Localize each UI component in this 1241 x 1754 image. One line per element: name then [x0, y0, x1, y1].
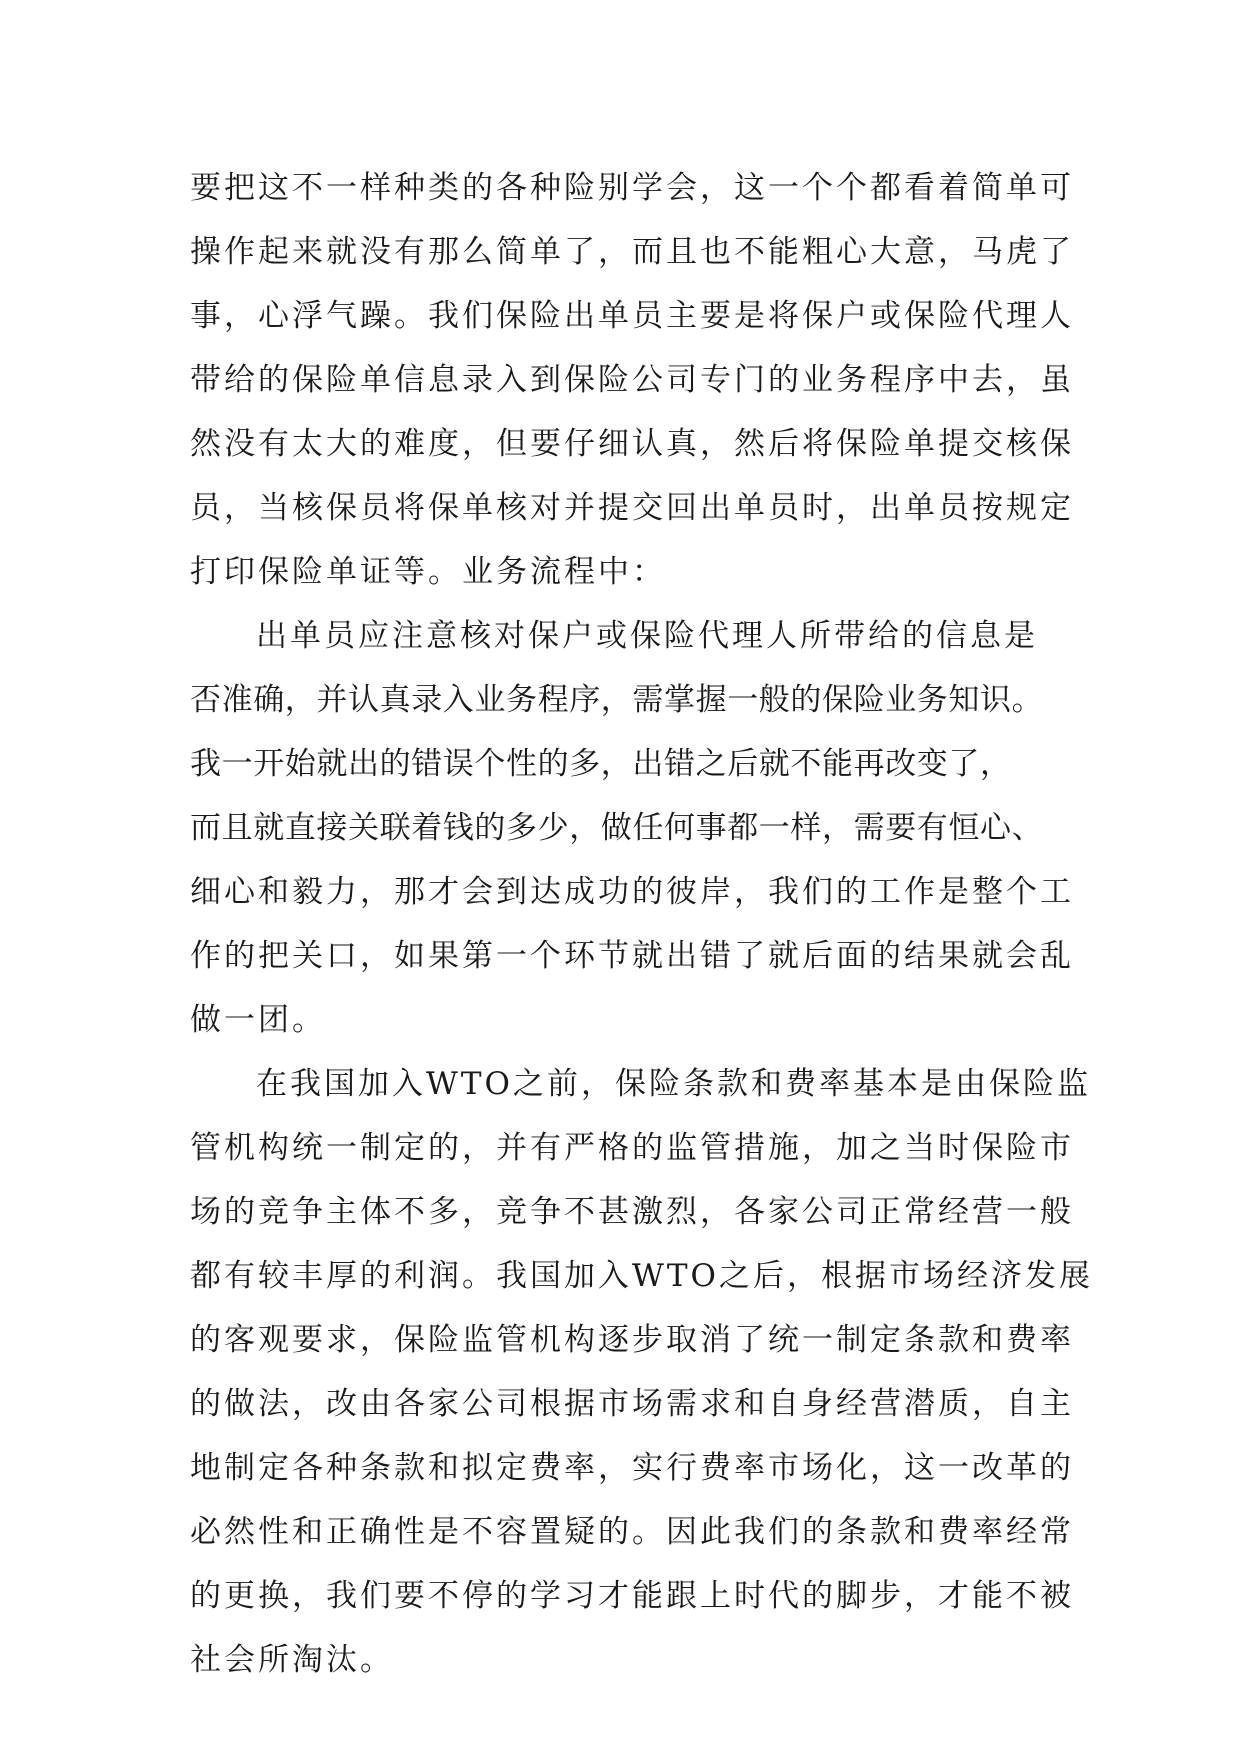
- paragraph-3: [190, 1052, 1093, 1692]
- text-line: 而且就直接关联着钱的多少，做任何事都一样，需要有恒心、: [190, 810, 1044, 846]
- text-line: 的更换，我们要不停的学习才能跟上时代的脚步，才能不被: [190, 1578, 1074, 1614]
- text-line: 员，当核保员将保单核对并提交回出单员时，出单员按规定: [190, 490, 1074, 526]
- text-line: 否准确，并认真录入业务程序，需掌握一般的保险业务知识。: [190, 682, 1044, 718]
- text-line: 我一开始就出的错误个性的多，出错之后就不能再改变了，: [190, 746, 1012, 782]
- text-line: 事，心浮气躁。我们保险出单员主要是将保户或保险代理人: [190, 298, 1074, 334]
- text-line: 管机构统一制定的，并有严格的监管措施，加之当时保险市: [190, 1130, 1074, 1166]
- text-line: 打印保险单证等。业务流程中：: [190, 554, 666, 590]
- text-line: 在我国加入WTO之前，保险条款和费率基本是由保险监: [256, 1066, 1091, 1102]
- text-line: 的客观要求，保险监管机构逐步取消了统一制定条款和费率: [190, 1322, 1074, 1358]
- text-line: 带给的保险单信息录入到保险公司专门的业务程序中去，虽: [190, 362, 1074, 398]
- text-line: 社会所淘汰。: [190, 1642, 394, 1678]
- text-line: 操作起来就没有那么简单了，而且也不能粗心大意，马虎了: [190, 234, 1074, 270]
- text-line: 都有较丰厚的利润。我国加入WTO之后，根据市场经济发展: [190, 1258, 1093, 1294]
- paragraph-2: [190, 604, 1074, 1052]
- text-line: 细心和毅力，那才会到达成功的彼岸，我们的工作是整个工: [190, 874, 1074, 910]
- text-line: 必然性和正确性是不容置疑的。因此我们的条款和费率经常: [190, 1514, 1074, 1550]
- text-line: 场的竞争主体不多，竞争不甚激烈，各家公司正常经营一般: [190, 1194, 1074, 1230]
- text-line: 的做法，改由各家公司根据市场需求和自身经营潜质，自主: [190, 1386, 1074, 1422]
- text-line: 要把这不一样种类的各种险别学会，这一个个都看着简单可: [190, 170, 1074, 206]
- text-line: 地制定各种条款和拟定费率，实行费率市场化，这一改革的: [190, 1450, 1074, 1486]
- text-line: 出单员应注意核对保户或保险代理人所带给的信息是: [256, 618, 1038, 654]
- document-body: [190, 156, 1093, 1692]
- text-line: 作的把关口，如果第一个环节就出错了就后面的结果就会乱: [190, 938, 1074, 974]
- paragraph-1: [190, 156, 1074, 604]
- text-line: 然没有太大的难度，但要仔细认真，然后将保险单提交核保: [190, 426, 1074, 462]
- text-line: 做一团。: [190, 1002, 326, 1038]
